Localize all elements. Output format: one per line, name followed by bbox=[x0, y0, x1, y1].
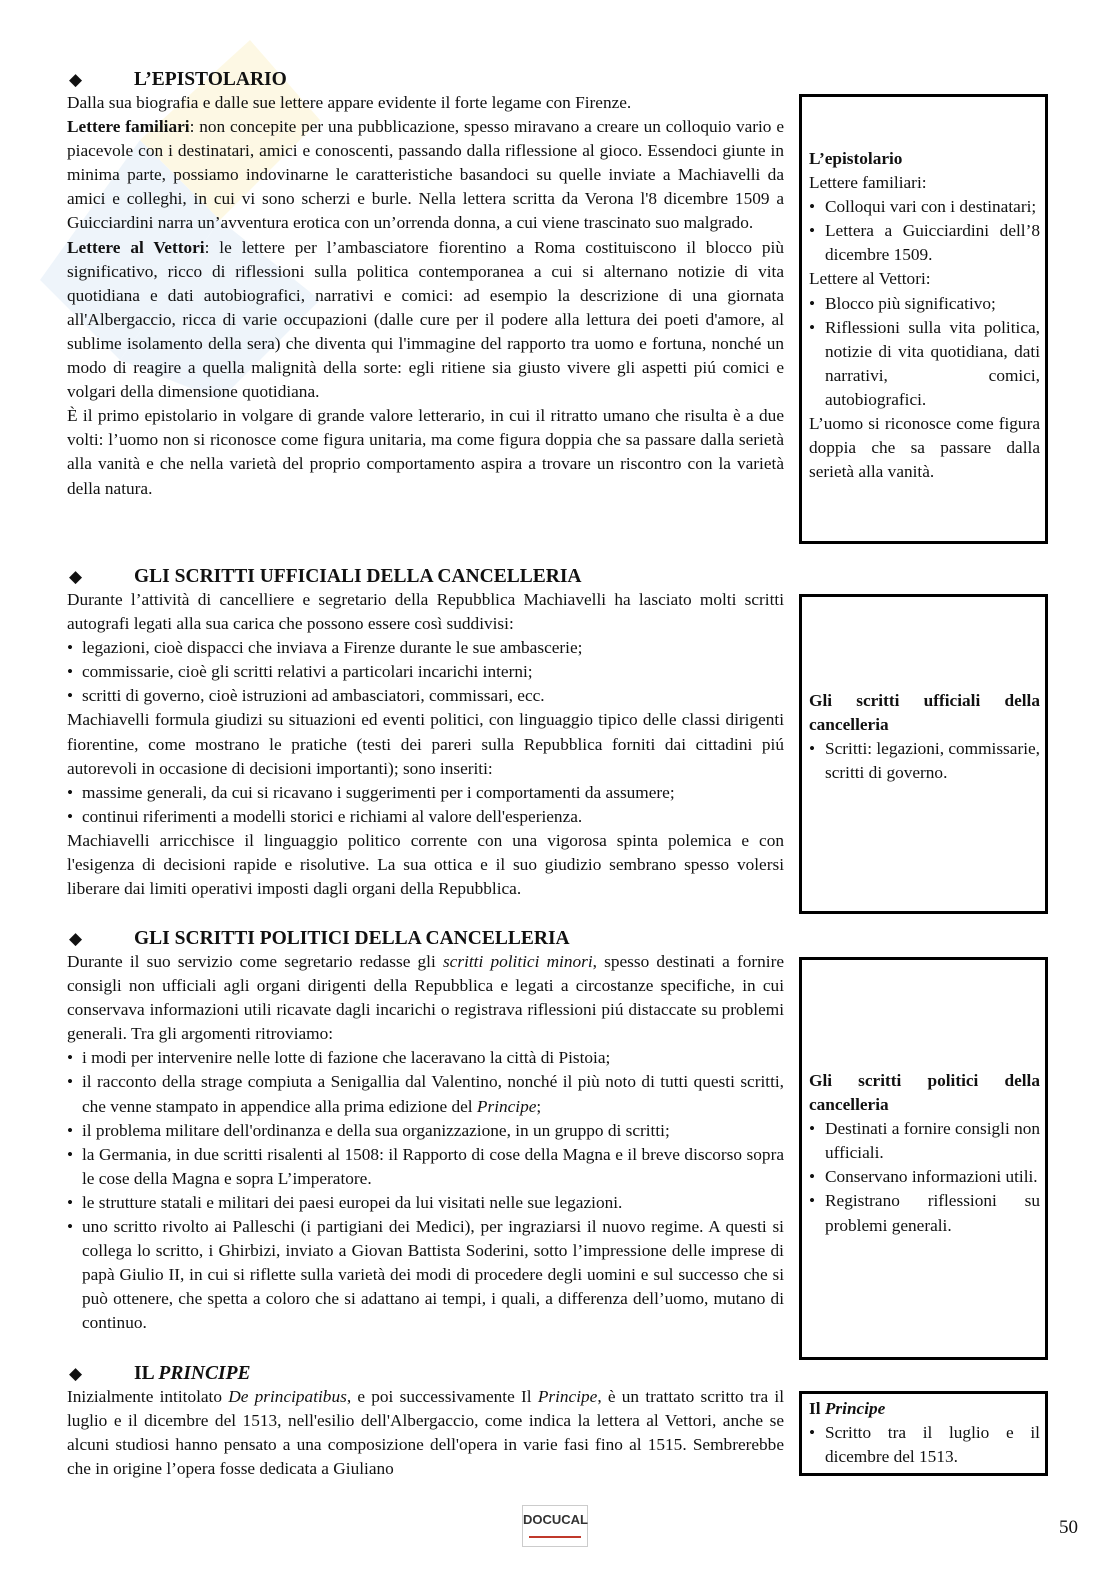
bullet-icon: • bbox=[67, 662, 74, 682]
summary-box-epistolario bbox=[799, 94, 1048, 544]
bullet-icon: • bbox=[809, 1423, 816, 1443]
page-number: 50 bbox=[1059, 1517, 1078, 1538]
bullet-icon: • bbox=[67, 686, 74, 706]
summary-heading: Gli scritti politici della cancelleria bbox=[809, 1071, 1040, 1115]
section-epistolario bbox=[67, 67, 784, 501]
bullet-icon: • bbox=[67, 782, 74, 802]
paragraph: Machiavelli formula giudizi su situazioni ed eventi politici, con linguaggio tipico delle classi dirigenti fiorentine, come mostrano le pratiche (testi dei pareri sulla Repubblica forniti dai cittadini piú autorevoli in occasione di decisioni importanti); sono inseriti: bbox=[67, 710, 784, 778]
list-item: • la Germania, in due scritti risalenti al 1508: il Rapporto di cose della Magna e il breve discorso sopra le cose della Magna e sopra L’imperatore. bbox=[67, 1143, 784, 1191]
list-item: • le strutture statali e militari dei paesi europei da lui visitati nelle sue legazioni. bbox=[67, 1191, 784, 1215]
summary-line: Lettere familiari: bbox=[809, 173, 927, 193]
diamond-bullet-icon: ◆ bbox=[69, 567, 83, 586]
bullet-icon: • bbox=[809, 1167, 816, 1187]
paragraph: Inizialmente intitolato De principatibus, e poi successivamente Il Principe, è un trattato scritto tra il luglio e il dicembre del 1513, nell'esilio dell'Albergaccio, come indica la lettera al Vettori, anche se alcuni studiosi hanno pensato a una composizione dell'opera in varie fasi fino al 1515. Sembrerebbe che in origine l’opera fosse dedicata a Giuliano bbox=[67, 1387, 784, 1479]
list-item: • legazioni, cioè dispacci che inviava a Firenze durante le sue ambascerie; bbox=[67, 636, 784, 660]
summary-bullet: • Scritti: legazioni, commissarie, scritti di governo. bbox=[809, 737, 1040, 785]
paragraph: Lettere familiari: non concepite per una pubblicazione, spesso miravano a creare un colloquio vario e piacevole con i destinatari, amici e conoscenti, passando dalla riflessione al gioco. Essendoci giunte in minima parte, possiamo indovinarne le caratteristiche basandoci su quelle inviate a Machiavelli da amici e colleghi, in cui vi sono scherzi e burle. Nella lettera scritta da Verona l'8 dicembre 1509 a Guicciardini narra un’avventura erotica con un’orrenda donna, a cui viene trascinato suo malgrado. bbox=[67, 117, 784, 233]
summary-heading: L’epistolario bbox=[809, 149, 903, 168]
bullet-icon: • bbox=[809, 1119, 816, 1139]
diamond-bullet-icon: ◆ bbox=[69, 929, 83, 948]
list-item: • continui riferimenti a modelli storici e richiami al valore dell'esperienza. bbox=[67, 805, 784, 829]
summary-heading: Gli scritti ufficiali della cancelleria bbox=[809, 691, 1040, 735]
section-title: ◆ IL PRINCIPE bbox=[67, 1361, 784, 1387]
section-principe bbox=[67, 1361, 784, 1481]
paragraph: Machiavelli arricchisce il linguaggio politico corrente con una vigorosa spinta polemica e con l'esigenza di decisioni rapide e risolutive. La sua ottica e il suo giudizio sembrano spesso volersi liberare dai limiti operativi imposti dagli organi della Repubblica. bbox=[67, 830, 784, 899]
summary-box-scritti-ufficiali bbox=[799, 594, 1048, 914]
bullet-icon: • bbox=[67, 1144, 74, 1164]
list-item: • commissarie, cioè gli scritti relativi a particolari incarichi interni; bbox=[67, 660, 784, 684]
section-scritti-politici bbox=[67, 926, 784, 1336]
docucal-logo: DOCUCAL bbox=[522, 1505, 588, 1547]
bullet-icon: • bbox=[67, 638, 74, 658]
bullet-icon: • bbox=[809, 317, 816, 337]
summary-box-principe bbox=[799, 1391, 1048, 1476]
paragraph: Dalla sua biografia e dalle sue lettere appare evidente il forte legame con Firenze. bbox=[67, 93, 632, 112]
list-item: • scritti di governo, cioè istruzioni ad ambasciatori, commissari, ecc. bbox=[67, 684, 784, 708]
paragraph: Durante il suo servizio come segretario redasse gli scritti politici minori, spesso destinati a fornire consigli non ufficiali agli organi dirigenti della Repubblica e legati a circostanze specifiche, in cui conservava informazioni utili ricavate dagli incarichi o registrava riflessioni piú distaccate su problemi generali. Tra gli argomenti ritroviamo: bbox=[67, 952, 785, 1044]
diamond-bullet-icon: ◆ bbox=[69, 1364, 83, 1383]
summary-bullet: • Colloqui vari con i destinatari; bbox=[809, 195, 1040, 219]
diamond-bullet-icon: ◆ bbox=[69, 70, 83, 89]
summary-bullet: • Lettera a Guicciardini dell’8 dicembre 1509. bbox=[809, 219, 1040, 267]
summary-box-scritti-politici bbox=[799, 957, 1048, 1360]
bullet-icon: • bbox=[67, 1192, 74, 1212]
bullet-icon: • bbox=[67, 1120, 74, 1140]
summary-heading: Il Principe bbox=[809, 1399, 886, 1418]
list-item: • massime generali, da cui si ricavano i suggerimenti per i comportamenti da assumere; bbox=[67, 781, 784, 805]
summary-bullet: • Riflessioni sulla vita politica, notizie di vita quotidiana, dati narrativi, comici, autobiografici. bbox=[809, 316, 1040, 412]
summary-bullet: • Destinati a fornire consigli non ufficiali. bbox=[809, 1117, 1040, 1165]
bullet-icon: • bbox=[67, 1217, 74, 1237]
bullet-icon: • bbox=[67, 1072, 74, 1092]
bullet-icon: • bbox=[67, 1048, 74, 1068]
summary-bullet: • Blocco più significativo; bbox=[809, 292, 1040, 316]
list-item: • i modi per intervenire nelle lotte di fazione che laceravano la città di Pistoia; bbox=[67, 1046, 784, 1070]
summary-bullet: • Conservano informazioni utili. bbox=[809, 1165, 1040, 1189]
summary-bullet: • Registrano riflessioni su problemi generali. bbox=[809, 1189, 1040, 1237]
section-scritti-ufficiali bbox=[67, 564, 784, 901]
paragraph: Durante l’attività di cancelliere e segretario della Repubblica Machiavelli ha lasciato molti scritti autografi legati alla sua carica che possono essere così suddivisi: bbox=[67, 590, 784, 634]
bullet-icon: • bbox=[809, 197, 816, 217]
summary-line: Lettere al Vettori: bbox=[809, 269, 931, 289]
summary-line: L’uomo si riconosce come figura doppia che sa passare dalla serietà alla vanità. bbox=[809, 414, 1040, 482]
bullet-icon: • bbox=[809, 1191, 816, 1211]
list-item: • il racconto della strage compiuta a Senigallia dal Valentino, nonché il più noto di tutti questi scritti, che venne stampato in appendice alla prima edizione del Principe; bbox=[67, 1070, 784, 1118]
section-title: ◆ GLI SCRITTI POLITICI DELLA CANCELLERIA bbox=[67, 926, 784, 952]
section-title: ◆ GLI SCRITTI UFFICIALI DELLA CANCELLERIA bbox=[67, 564, 784, 590]
paragraph: È il primo epistolario in volgare di grande valore letterario, in cui il ritratto umano che risulta è a due volti: l’uomo non si riconosce come figura unitaria, ma come figura doppia che sa passare dalla serietà alla vanità e che nella varietà del proprio comportamento aspira a trovare un riscontro con la varietà della natura. bbox=[67, 406, 784, 498]
list-item: • uno scritto rivolto ai Palleschi (i partigiani dei Medici), per ingraziarsi il nuovo regime. A questi si collega lo scritto, i Ghirbizi, inviato a Giovan Battista Soderini, sotto l’impressione delle imprese di papà Giulio II, in cui si riflette sulla varietà dei modi di procedere degli uomini e sul successo che si può ottenere, che spetta a coloro che si adattano ai tempi, i quali, a differenza dell’uomo, mutano di continuo. bbox=[67, 1215, 784, 1335]
section-title: ◆ L’EPISTOLARIO bbox=[67, 67, 784, 93]
bullet-icon: • bbox=[809, 221, 816, 241]
paragraph: Lettere al Vettori: le lettere per l’ambasciatore fiorentino a Roma costituiscono il blocco più significativo, ricco di riflessioni sulla politica contemporanea a cui si alternano notizie di vita quotidiana e dati autobiografici, narrativi e comici: ad esempio la descrizione di una giornata all'Albergaccio, ricca di varie occupazioni (dalle cure per il podere alla lettura dei poeti d'amore, al sublime isolamento della sera) che diventa qui l'immagine del rapporto tra uomo e fortuna, nonché un modo di reagire a quella malignità della sorte: egli ritiene sia giusto vivere gli aspetti piú comici e volgari della dimensione quotidiana. bbox=[67, 237, 784, 402]
bullet-icon: • bbox=[67, 806, 74, 826]
bullet-icon: • bbox=[809, 293, 816, 313]
summary-bullet: • Scritto tra il luglio e il dicembre del 1513. bbox=[809, 1421, 1040, 1469]
list-item: • il problema militare dell'ordinanza e della sua organizzazione, in un gruppo di scritti; bbox=[67, 1119, 784, 1143]
bullet-icon: • bbox=[809, 739, 816, 759]
